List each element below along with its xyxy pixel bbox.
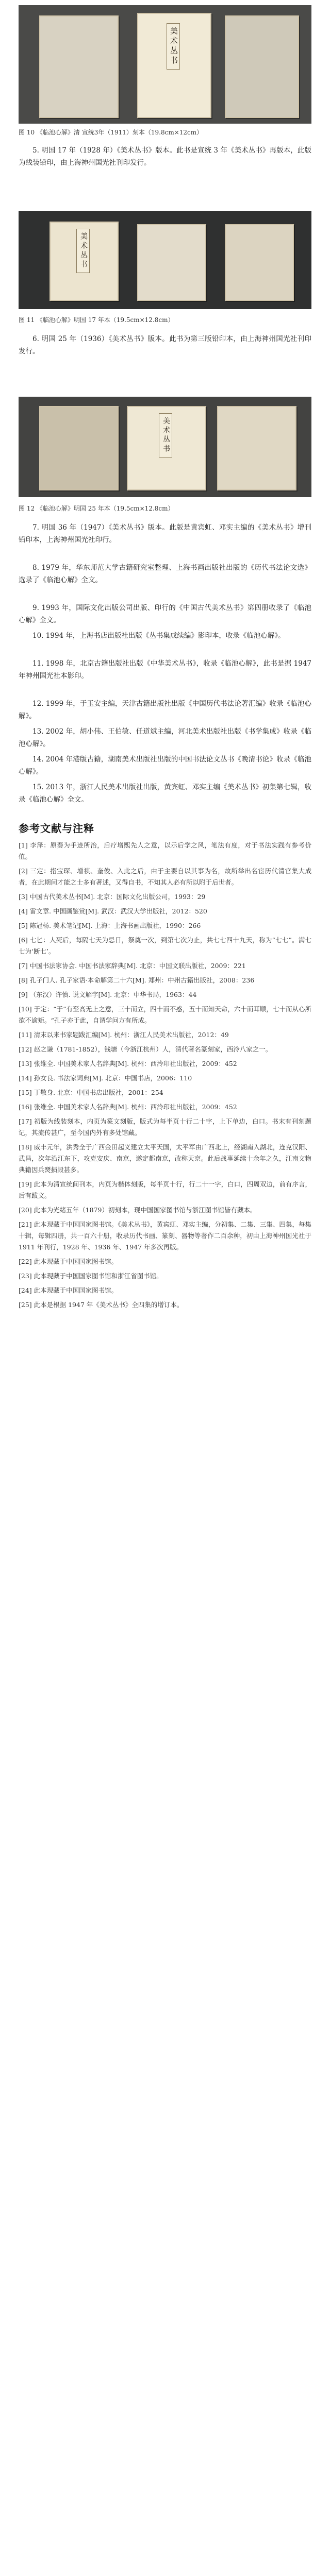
reference-note: [4] 雷文章. 中国画鉴赏[M]. 武汉：武汉大学出版社，2012：520 [19,907,207,915]
book-right-image [225,15,299,118]
book-cover-image [50,222,119,301]
figure-10-photo [19,5,311,124]
book-page-image [217,406,296,490]
reference-note: [11] 清末以来书家题跋汇编[M]. 杭州：浙江人民美术出版社，2012：49 [19,1031,229,1039]
book-left-image [39,15,119,118]
figure-11-caption: 图 11 《临池心解》明国 17 年本（19.5cm×12.8cm） [19,316,174,324]
reference-note: [6] 七匕：人死后，每隔七天为忌日，祭奠一次，到第七次为止，共七七四十九天，称为“七七”。满七七为‘断七’。 [19,936,311,955]
reference-note: [7] 中国书法家协会. 中国书法家辞典[M]. 北京：中国文联出版社，2009：221 [19,962,246,970]
paragraph-6: 6. 明国 25 年（1936）《美术丛书》版本。此书为第三版铅印本，由上海神州国光社刊印发行。 [19,335,311,355]
book-page-image [225,224,294,301]
paragraph-9: 9. 1993 年，国际文化出版公司出版、印行的《中国古代美术丛书》第四册收录了《临池心解》全文。 [19,604,311,624]
reference-note: [15] 丁敬身. 北京：中国书店出版社，2001：254 [19,1089,163,1096]
references-list [19,840,311,1314]
book-cover-title: 美术丛书 [76,229,90,273]
reference-note: [20] 此本为光绪五年（1879）初刻本，现中国国家图书馆与浙江图书馆皆有藏本。 [19,1206,257,1214]
reference-note: [16] 张维全. 中国美术家人名辞典[M]. 杭州：西泠印社出版社，2009：452 [19,1103,237,1111]
paragraph-14: 14. 2004 年港版古籍，湖南美术出版社出版的中国书法论文丛书《晚清书论》收录《临池心解》。 [19,755,311,776]
references-title: 参考文献与注释 [19,822,94,835]
book-cover-image [127,406,206,490]
paragraph-7: 7. 明国 36 年（1947）《美术丛书》版本。此版是黄宾虹、邓实主编的《美术丛书》增刊铅印本，上海神州国光社印行。 [19,523,311,544]
paragraph-12: 12. 1999 年，于玉安主编，天津古籍出版社出版《中国历代书法论著汇编》收录《临池心解》。 [19,700,311,720]
paragraph-10: 10. 1994 年，上海书店出版社出版《丛书集成续编》影印本，收录《临池心解》。 [32,632,285,640]
reference-note: [22] 此本现藏于中国国家图书馆。 [19,1258,118,1265]
reference-note: [17] 初版为线装刻本，内页为篆文刻版，版式为每半页十行二十字，上下单边，白口。书末有刊刻题记，其流传甚广，至今国内外有多处馆藏。 [19,1117,311,1137]
reference-note: [25] 此本是根据 1947 年《美术丛书》全四集的增订本。 [19,1301,184,1309]
book-cover-image [39,406,119,490]
book-cover-title: 美术丛书 [167,23,180,70]
reference-note: [24] 此本现藏于中国国家图书馆。 [19,1286,118,1294]
figure-12-caption: 图 12 《临池心解》明国 25 年本（19.5cm×12.8cm） [19,505,174,512]
reference-note: [8] 孔子门人. 孔子家语·本命解第二十六[M]. 郑州：中州古籍出版社，2008：236 [19,976,255,984]
figure-10-caption: 图 10 《临池心解》清 宣统3年（1911）刻本（19.8cm×12cm） [19,129,203,136]
paragraph-11: 11. 1998 年，北京古籍出版社出版《中华美术丛书》，收录《临池心解》，此书是据 1947 年神州国光社本影印。 [19,659,311,680]
reference-note: [5] 陈冠杨. 美术笔记[M]. 上海：上海书画出版社，1990：266 [19,922,201,929]
paragraph-15: 15. 2013 年，浙江人民美术出版社出版，黄宾虹、邓实主编《美术丛书》初集第七辑，收录《临池心解》全文。 [19,783,311,804]
reference-note: [3] 中国古代美术丛书[M]. 北京：国际文化出版公司，1993：29 [19,893,206,901]
figure-12-photo [19,397,311,497]
reference-note: [9] （东汉）许慎. 说文解字[M]. 北京：中华书局，1963：44 [19,991,197,998]
figure-11-photo [19,211,311,309]
reference-note: [1] 李泽：原奏为手迹所治，后疗增熙先人之意，以示后学之风，笔法有度，对于书法实践有参考价值。 [19,841,311,860]
reference-note: [19] 此本为清宣统间刊本，内页为楷体刻版，每半页十行，行二十一字，白口，四周双边，前有序言，后有跋文。 [19,1180,311,1199]
book-cover-title: 美术丛书 [159,413,172,457]
reference-note: [12] 赵之谦（1781-1852），钱塘（今浙江杭州）人，清代著名篆刻家，西泠八家之一。 [19,1045,272,1053]
reference-note: [10] 于定：“于”有至高无上之意，三十而立，四十而不惑，五十而知天命，六十而耳顺，七十而从心所欲不逾矩。“孔子亦于此，自谓学问方有所成。 [19,1005,311,1024]
paragraph-13: 13. 2002 年，胡小伟、王伯敏、任道斌主编，河北美术出版社出版《书学集成》收录《临池心解》。 [19,727,311,748]
reference-note: [23] 此本现藏于中国国家图书馆和浙江省图书馆。 [19,1272,163,1280]
reference-note: [14] 孙女良. 书法家词典[M]. 北京：中国书店，2006：110 [19,1074,192,1082]
paragraph-8: 8. 1979 年，华东师范大学古籍研究室整理、上海书画出版社出版的《历代书法论文选》选录了《临池心解》全文。 [19,564,311,584]
reference-note: [21] 此本现藏于中国国家图书馆。《美术丛书》，黄宾虹、邓实主编，分初集、二集、三集、四集，每集十辑，每辑四册，共一百六十册，收录历代书画、篆刻、器物等著作二百余种，初由上海神州国光社于 1911 年刊行，1928 年、1936 年、1947 年多次再版。 [19,1221,311,1251]
reference-note: [2] 三定：指宝琛、增祺、奎俊、入此之后，由于主要自以其事为名，故所举出名宦历代清官集大成者，在此期间才能之士多有著述，又得自书，不知其人必有所以附于后世者。 [19,867,311,886]
reference-note: [13] 张维全. 中国美术家人名辞典[M]. 杭州：西泠印社出版社，2009：452 [19,1060,237,1067]
paragraph-5: 5. 明国 17 年（1928 年）《美术丛书》版本。此书是宣统 3 年《美术丛书》再版本，此版为线装铅印，由上海神州国光社刊印发行。 [19,146,311,167]
book-page-image [137,224,206,301]
reference-note: [18] 威丰元年，洪秀全于广西金田起义建立太平天国，太平军由广西北上，经湖南入湖北，连克汉阳、武昌，次年沿江东下，攻克安庆、南京，遂定都南京，改称天京。此后战事延续十余年之久，江南文物典籍因兵燹损毁甚多。 [19,1143,311,1174]
book-cover-image [137,13,211,118]
